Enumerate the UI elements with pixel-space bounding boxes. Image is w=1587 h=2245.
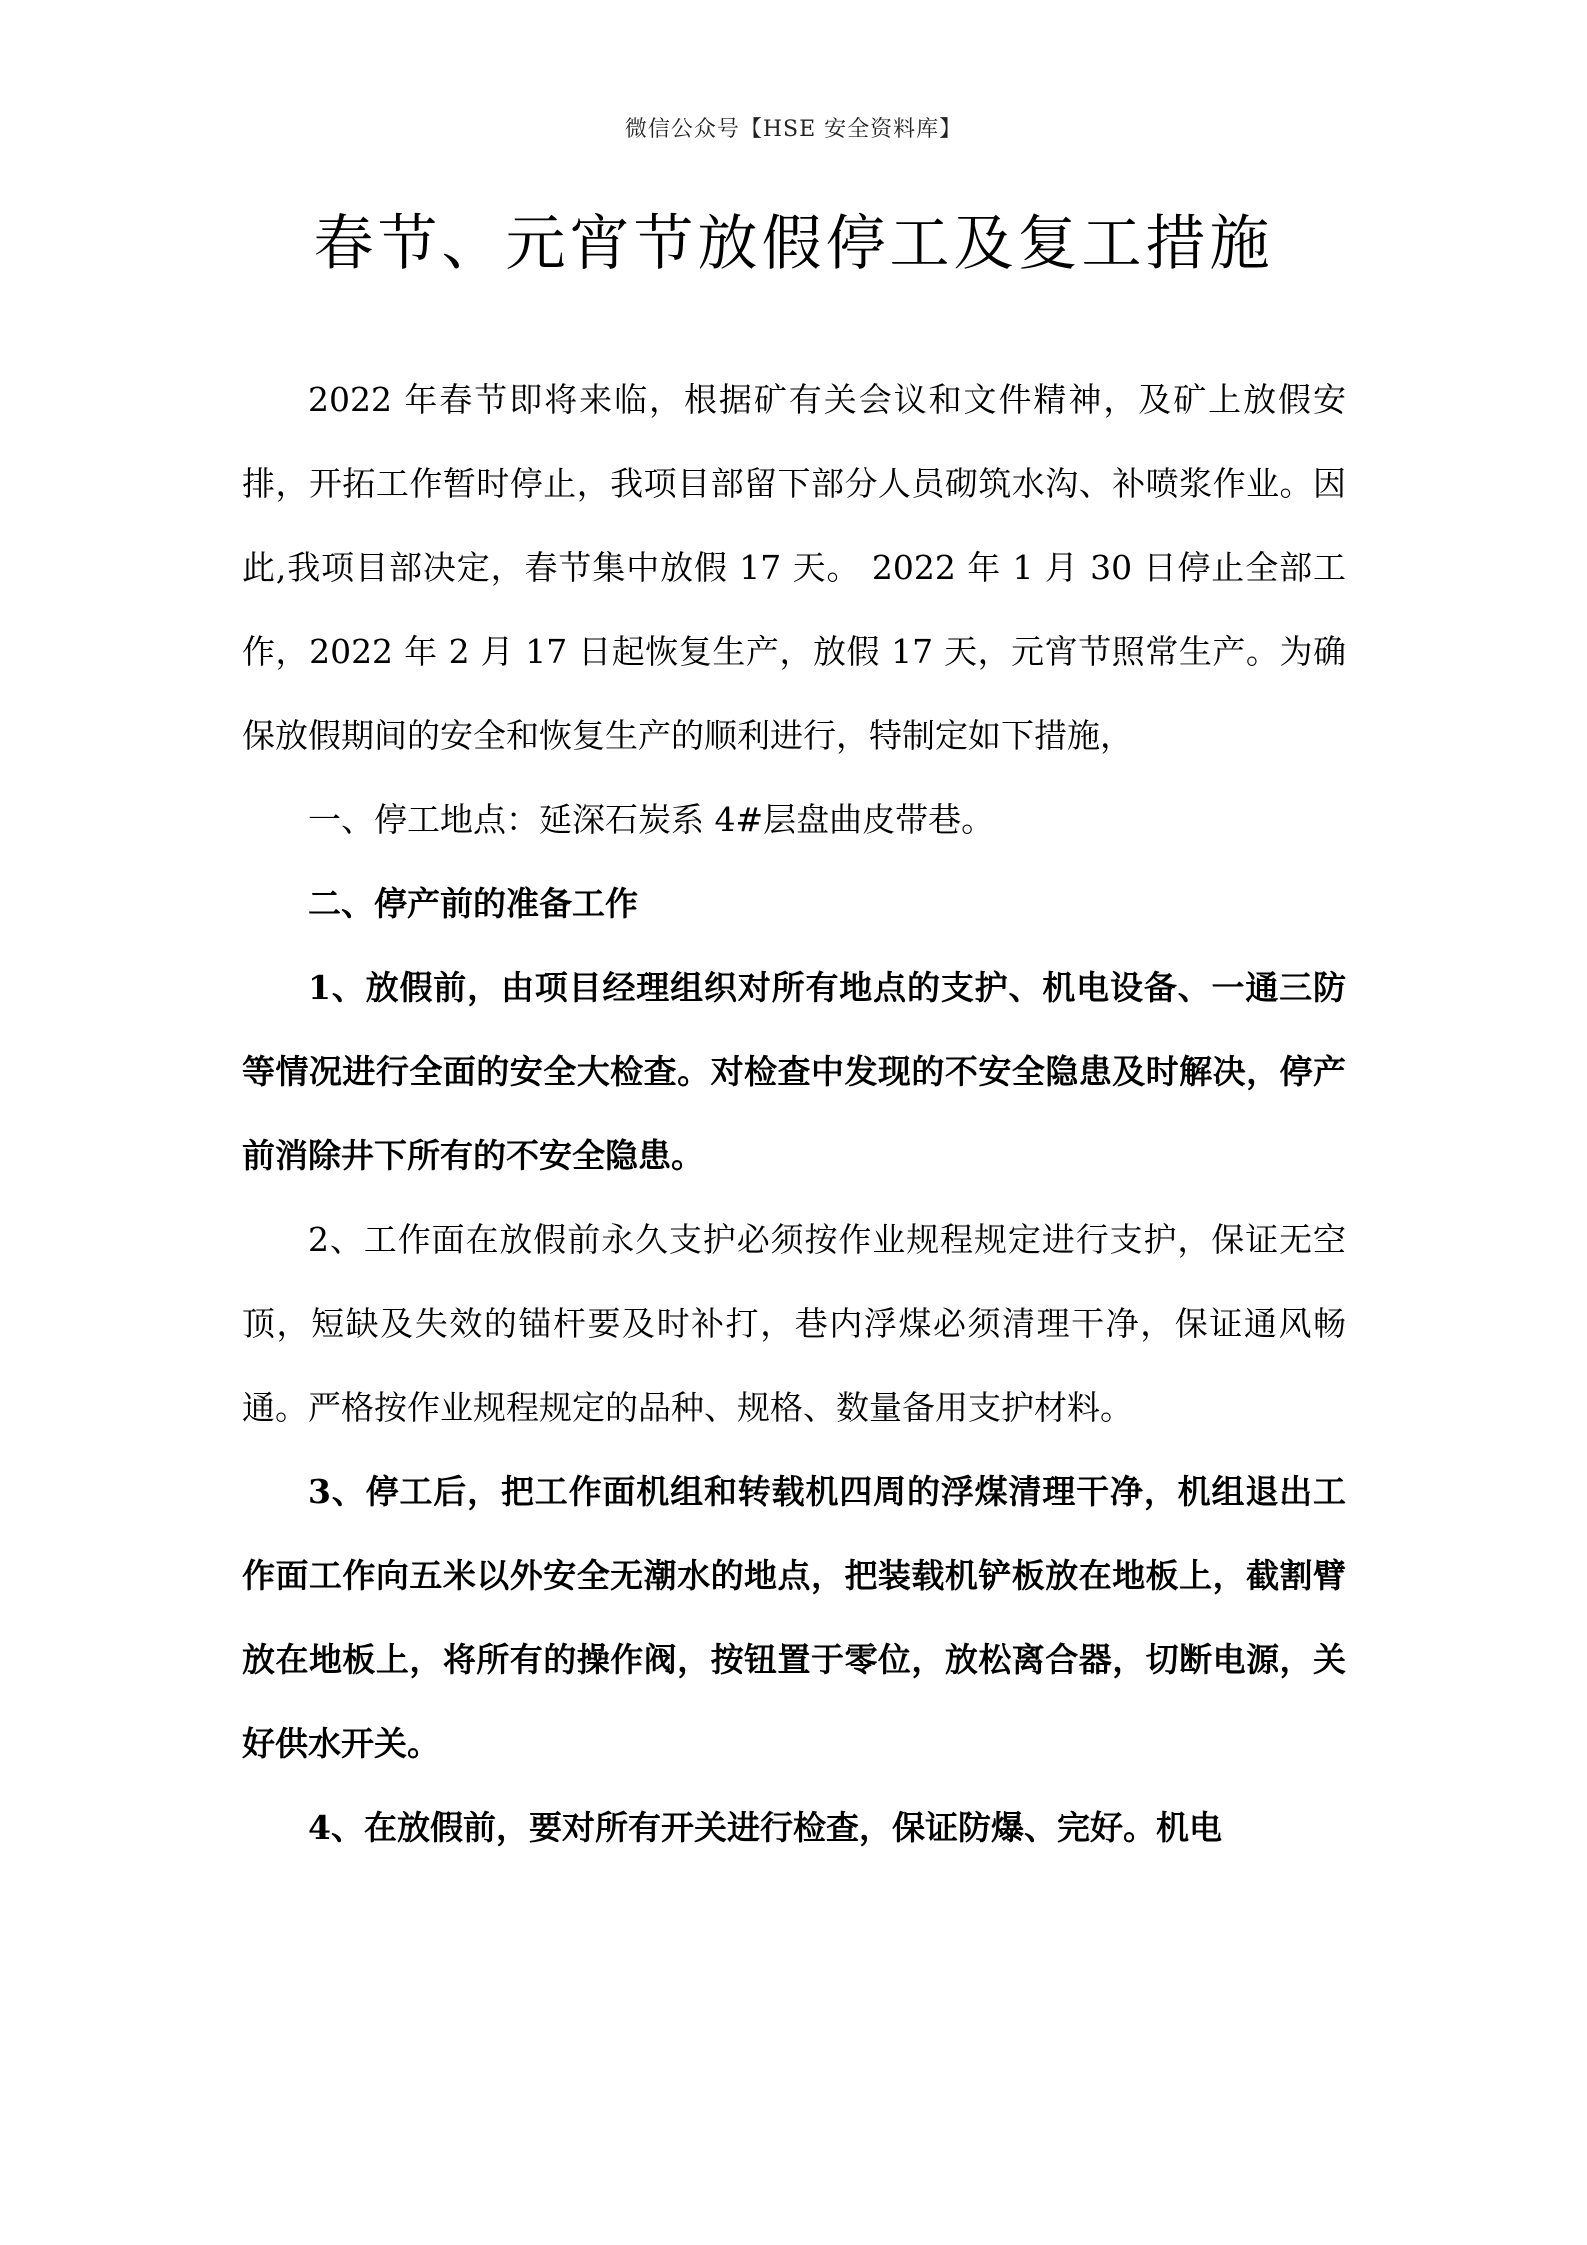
item-3-paragraph: 3、停工后，把工作面机组和转载机四周的浮煤清理干净，机组退出工作面工作向五米以外安全无潮水的地点，把装载机铲板放在地板上，截割臂放在地板上，将所有的操作阀，按钮置于零位，放松离合器，切断电源，关好供水开关。 (242, 1472, 1346, 1763)
document-body (242, 358, 1346, 1870)
item-2-paragraph: 2、工作面在放假前永久支护必须按作业规程规定进行支护，保证无空顶，短缺及失效的锚杆要及时补打，巷内浮煤必须清理干净，保证通风畅通。严格按作业规程规定的品种、规格、数量备用支护材料。 (242, 1220, 1346, 1427)
section-1-location: 一、停工地点：延深石炭系 4#层盘曲皮带巷。 (308, 800, 995, 839)
intro-paragraph: 2022 年春节即将来临，根据矿有关会议和文件精神，及矿上放假安排，开拓工作暂时停止，我项目部留下部分人员砌筑水沟、补喷浆作业。因此,我项目部决定，春节集中放假 17 天。 2022 年 1 月 30 日停止全部工作，2022 年 2 月 17 日起恢复生产，放假 17 天，元宵节照常生产。为确保放假期间的安全和恢复生产的顺利进行，特制定如下措施， (242, 380, 1346, 755)
header-note: 微信公众号【HSE 安全资料库】 (624, 117, 963, 142)
item-4-paragraph: 4、在放假前，要对所有开关进行检查，保证防爆、完好。机电 (308, 1808, 1222, 1847)
document-title: 春节、元宵节放假停工及复工措施 (313, 209, 1274, 279)
item-1-paragraph: 1、放假前，由项目经理组织对所有地点的支护、机电设备、一通三防等情况进行全面的安全大检查。对检查中发现的不安全隐患及时解决，停产前消除井下所有的不安全隐患。 (242, 968, 1346, 1175)
section-2-heading: 二、停产前的准备工作 (308, 884, 638, 923)
